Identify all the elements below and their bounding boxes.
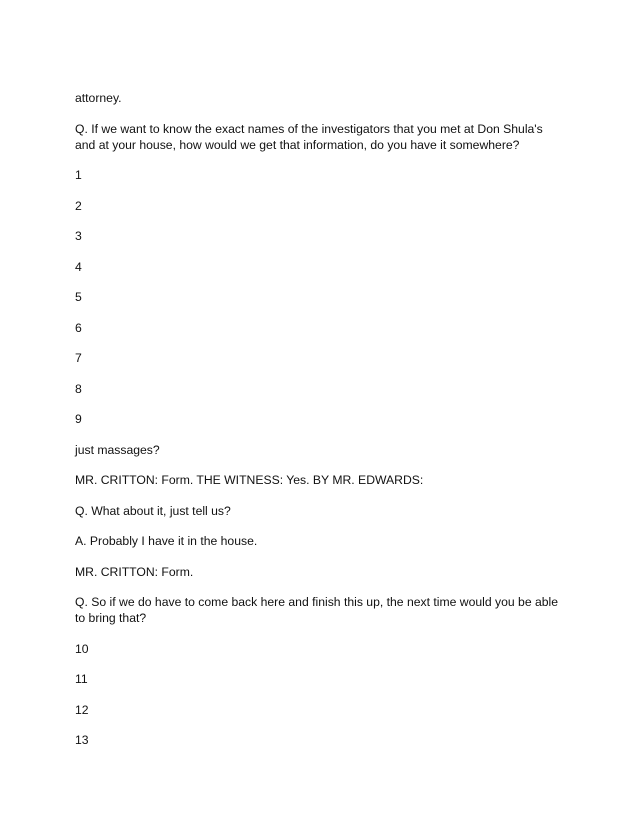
speaker-line: MR. CRITTON: Form. THE WITNESS: Yes. BY MR. EDWARDS: [75, 473, 424, 487]
line-number: 12 [75, 702, 89, 717]
line-number: 13 [75, 733, 89, 747]
line-number: 3 [75, 229, 82, 243]
document-page [75, 90, 565, 763]
line-number: 9 [75, 412, 82, 426]
question-paragraph: Q. So if we do have to come back here and finish this up, the next time would you be able to bring that? [75, 595, 559, 625]
line-number: 6 [75, 320, 82, 335]
text-line: just massages? [75, 442, 160, 457]
text-line: attorney. [75, 91, 122, 105]
line-number: 5 [75, 290, 82, 304]
line-number: 1 [75, 168, 82, 182]
line-number: 4 [75, 259, 82, 274]
line-number: 11 [75, 672, 88, 686]
line-number: 7 [75, 351, 82, 365]
line-number: 8 [75, 381, 82, 396]
line-number: 2 [75, 198, 82, 213]
answer-line: A. Probably I have it in the house. [75, 534, 258, 548]
question-line: Q. What about it, just tell us? [75, 503, 231, 518]
speaker-line: MR. CRITTON: Form. [75, 564, 194, 579]
line-number: 10 [75, 641, 89, 656]
question-paragraph: Q. If we want to know the exact names of the investigators that you met at Don Shula's and at your house, how would we get that information, do you have it somewhere? [75, 121, 543, 152]
